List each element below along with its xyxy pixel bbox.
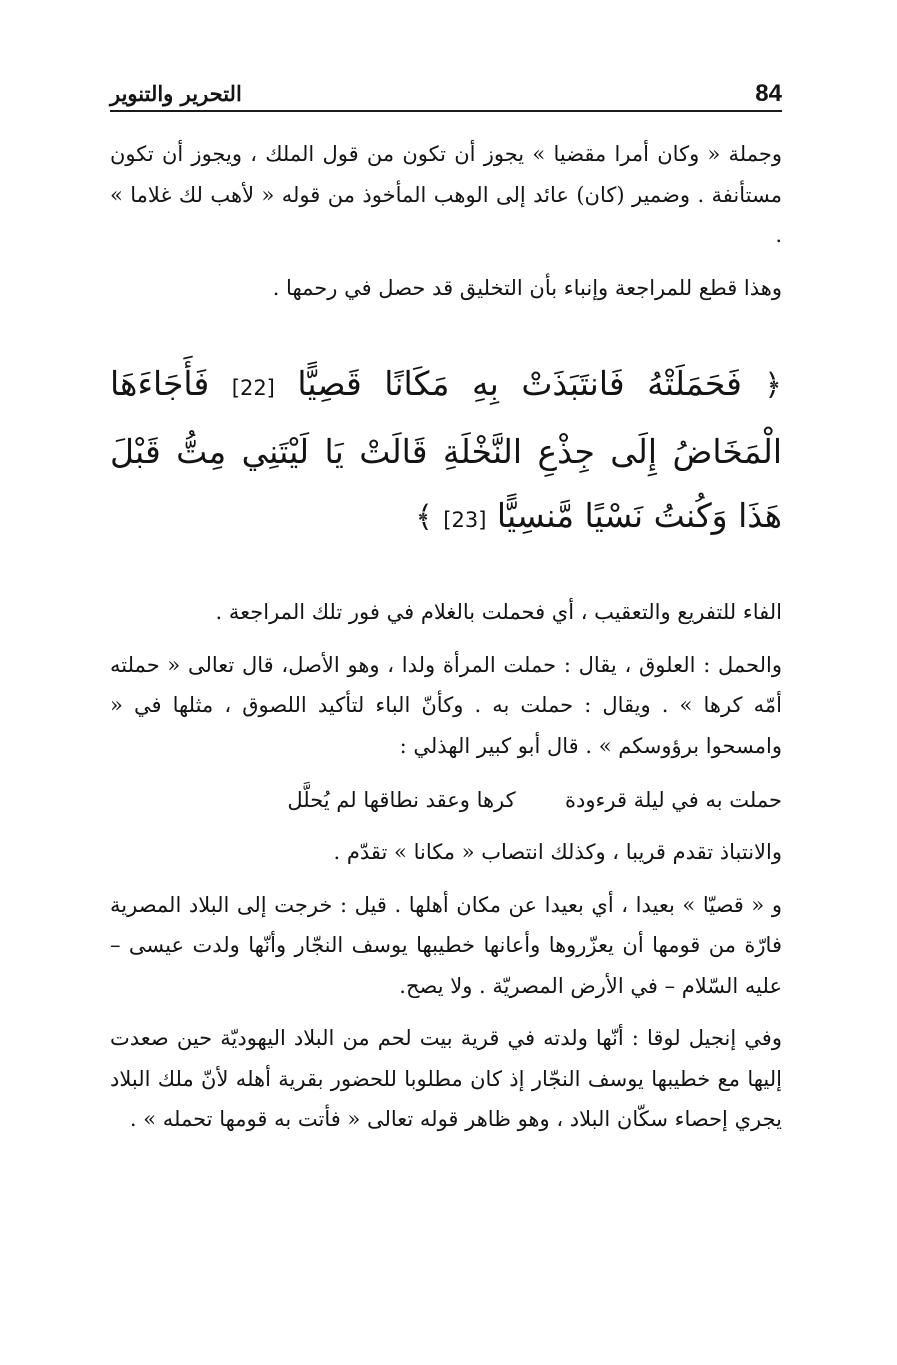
verse-open-bracket: ﴿ (764, 368, 782, 403)
paragraph-1: وجملة « وكان أمرا مقضيا » يجوز أن تكون من قول الملك ، ويجوز أن تكون مستأنفة . وضمير (كان) عائد إلى الوهب المأخوذ من قوله « لأهب لك غلاما » . (110, 142, 782, 247)
page-header (110, 78, 782, 112)
verse-number-22: [22] (231, 376, 275, 400)
verse-part-2: فَأَجَاءَهَا الْمَخَاضُ إِلَى جِذْعِ النَّخْلَةِ قَالَتْ يَا لَيْتَنِي مِتُّ قَبْلَ هَذَا وَكُنتُ نَسْيًا مَّنسِيًّا (110, 364, 782, 535)
header-rule (110, 110, 782, 112)
paragraph-7: وفي إنجيل لوقا : أنّها ولدته في قرية بيت لحم من البلاد اليهوديّة حين صعدت إليها مع خطيبها يوسف النجّار إذ كان مطلوبا للحضور بقرية أهله لأنّ ملك البلاد يجري إحصاء سكّان البلاد ، وهو ظاهر قوله تعالى « فأتت به قومها تحمله » . (110, 1026, 782, 1131)
poetry-first-hemistich: حملت به في ليلة قرءودة (565, 788, 782, 812)
paragraph-2: وهذا قطع للمراجعة وإنباء بأن التخليق قد حصل في رحمها . (272, 275, 782, 300)
verse-part-1: فَحَمَلَتْهُ فَانتَبَذَتْ بِهِ مَكَانًا قَصِيًّا (297, 364, 742, 403)
poetry-second-hemistich: كرها وعقد نطاقها لم يُحلَّل (287, 788, 516, 812)
page-number: 84 (755, 80, 782, 107)
paragraph-6: و « قصيّا » بعيدا ، أي بعيدا عن مكان أهلها . قيل : خرجت إلى البلاد المصرية فارّة من قومها أن يعزّروها وأعانها خطيبها يوسف النجّار وأنّها ولدت عيسى – عليه السّلام – في الأرض المصريّة . ولا يصح. (110, 892, 782, 998)
quran-verse (110, 352, 782, 552)
verse-close-bracket: ﴾ (415, 500, 433, 535)
page-body (110, 134, 782, 1152)
verse-number-23: [23] (443, 508, 487, 532)
poetry-verse (110, 778, 782, 822)
running-title: التحرير والتنوير (110, 81, 242, 106)
paragraph-5: والانتباذ تقدم قريبا ، وكذلك انتصاب « مكانا » تقدّم . (333, 840, 782, 864)
paragraph-3: الفاء للتفريع والتعقيب ، أي فحملت بالغلام في فور تلك المراجعة . (215, 600, 782, 624)
paragraph-4: والحمل : العلوق ، يقال : حملت المرأة ولدا ، وهو الأصل، قال تعالى « حملته أمّه كرها » . ويقال : حملت به . وكأنّ الباء لتأكيد اللصوق ، مثلها في « وامسحوا برؤوسكم » . قال أبو كبير الهذلي : (110, 652, 782, 758)
